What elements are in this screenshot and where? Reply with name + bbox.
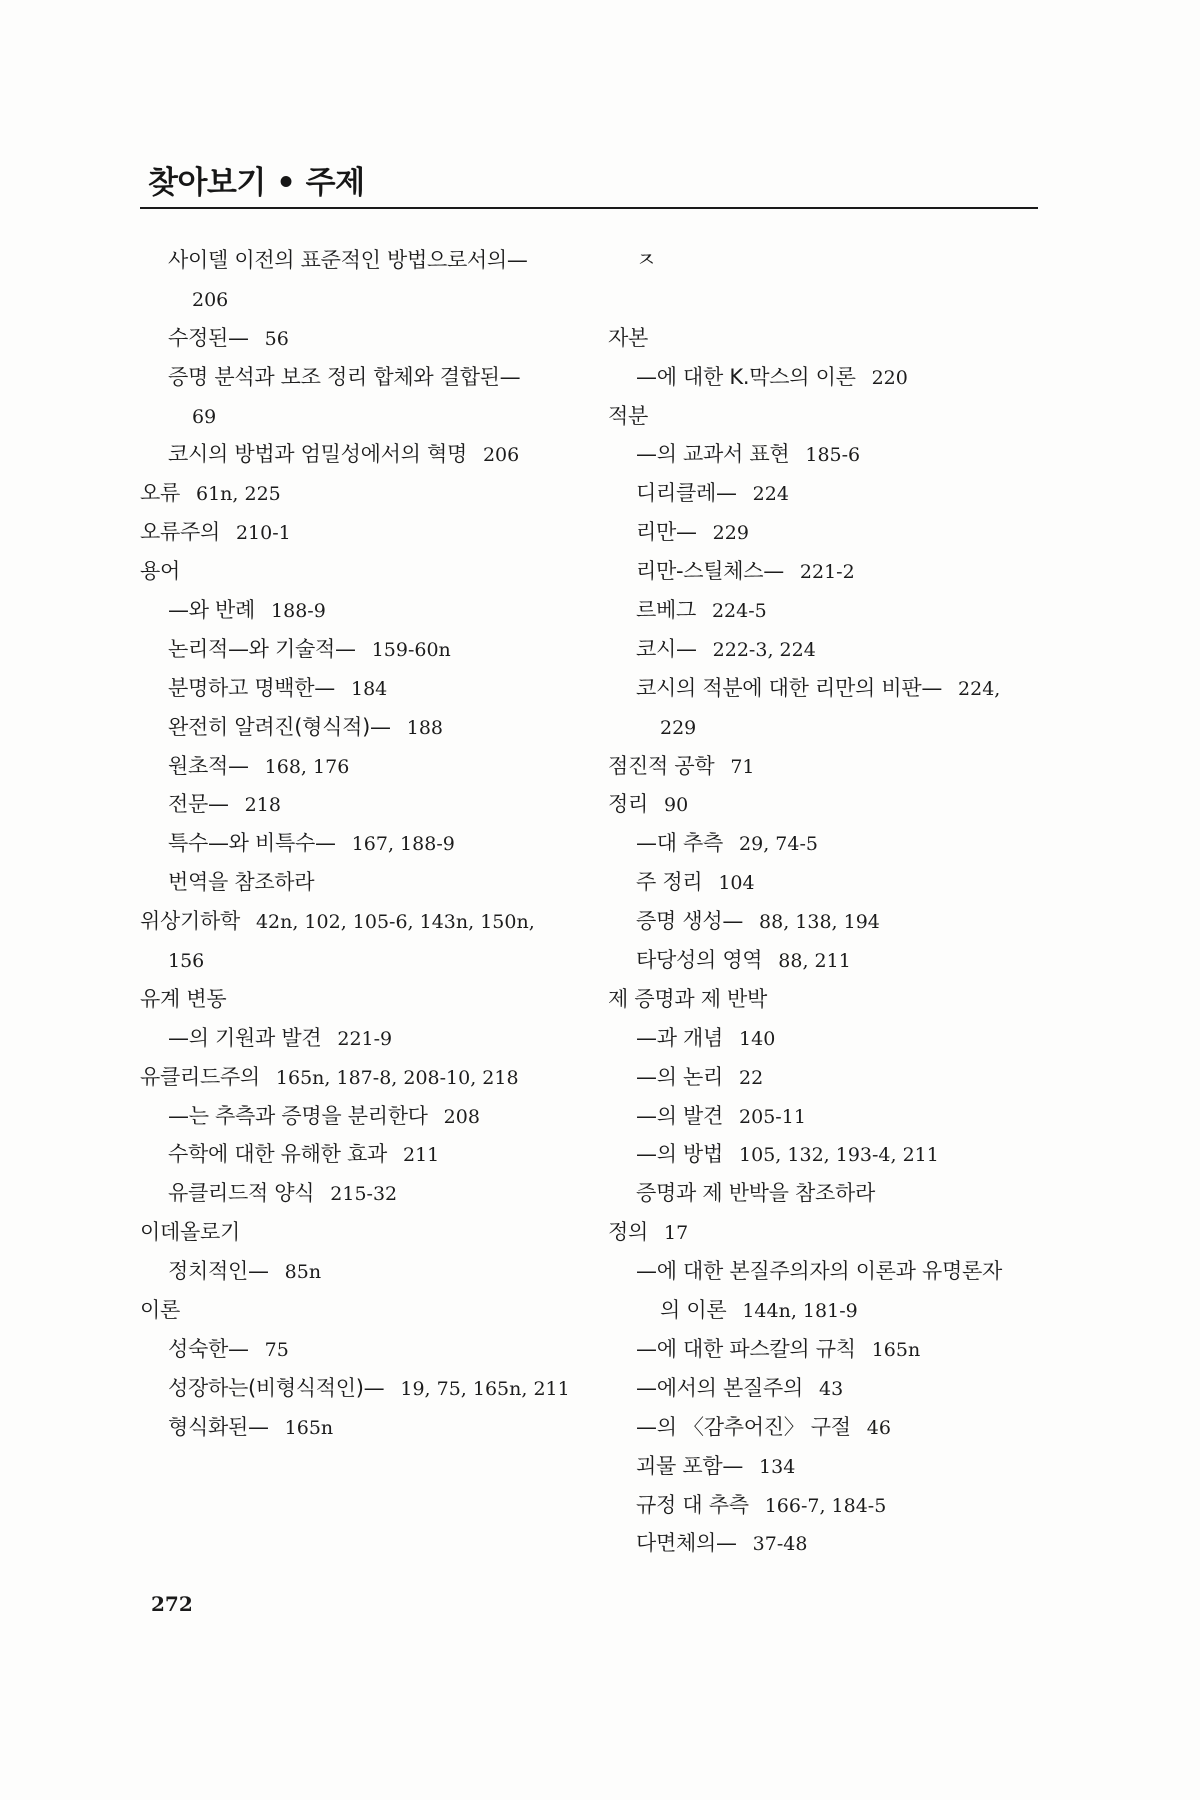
index-term: 사이델 이전의 표준적인 방법으로서의— <box>168 248 528 272</box>
index-page-refs: 188 <box>406 716 444 739</box>
index-page-refs: 185-6 <box>805 444 861 467</box>
index-page-refs: 90 <box>663 794 689 817</box>
index-term: 코시의 방법과 엄밀성에서의 혁명 <box>168 442 467 467</box>
index-entry <box>608 863 1048 902</box>
index-term: 디리클레— <box>636 481 737 506</box>
index-entry <box>140 941 600 980</box>
index-entry <box>140 902 600 941</box>
index-page-refs: 211 <box>403 1144 440 1167</box>
index-entry <box>140 1058 600 1097</box>
index-page-refs: 43 <box>818 1377 844 1400</box>
index-column-left <box>140 241 600 1447</box>
index-entry <box>608 474 1048 513</box>
index-page-refs: 165n <box>871 1338 921 1361</box>
index-term: 이론 <box>140 1298 180 1323</box>
index-term: 특수—와 비특수— <box>168 831 336 856</box>
index-entry <box>608 1174 1048 1213</box>
index-entry <box>140 552 600 591</box>
page-number: 272 <box>151 1592 193 1616</box>
index-term: 위상기하학 <box>140 909 240 934</box>
index-entry <box>140 591 600 630</box>
index-entry <box>140 669 600 708</box>
index-entry <box>608 1058 1048 1097</box>
index-page-refs: 156 <box>168 950 205 973</box>
index-page-refs: 229 <box>660 716 697 739</box>
index-term: 리만-스틸체스— <box>636 559 784 584</box>
index-page-refs: 22 <box>739 1066 764 1089</box>
index-term: 제 증명과 제 반박 <box>608 986 768 1011</box>
index-term: —와 반례 <box>168 598 256 623</box>
index-term: —의 발견 <box>636 1103 724 1128</box>
index-page-refs: 134 <box>759 1455 796 1478</box>
index-term: 증명과 제 반박을 참조하라 <box>636 1181 875 1206</box>
index-entry <box>608 552 1048 591</box>
index-page-refs: 29, 74-5 <box>739 833 818 856</box>
index-term: 전문— <box>168 792 229 817</box>
index-term: —는 추측과 증명을 분리한다 <box>168 1103 428 1128</box>
index-page-refs: 56 <box>264 327 289 350</box>
index-term: 르베그 <box>636 598 696 623</box>
index-entry <box>608 513 1048 552</box>
index-page-refs: 88, 138, 194 <box>759 911 880 934</box>
index-term: 번역을 참조하라 <box>168 870 315 895</box>
index-term: —에 대한 본질주의자의 이론과 유명론자 <box>636 1259 1002 1284</box>
index-entry <box>140 358 600 397</box>
index-term: 의 이론 <box>660 1298 727 1323</box>
index-term: —대 추측 <box>636 831 724 856</box>
index-term: —의 방법 <box>636 1142 724 1167</box>
index-column-right <box>608 241 1048 1563</box>
index-term: 분명하고 명백한— <box>168 675 335 700</box>
index-page-refs: 88, 211 <box>778 950 851 973</box>
index-entry <box>608 630 1048 669</box>
index-entry <box>608 1252 1048 1291</box>
index-term: 점진적 공학 <box>608 753 715 778</box>
index-entry <box>608 1019 1048 1058</box>
index-term: 수학에 대한 유해한 효과 <box>168 1142 387 1167</box>
index-term: 코시의 적분에 대한 리만의 비판— <box>636 675 943 700</box>
index-page-refs: 184 <box>350 677 388 700</box>
index-entry <box>608 980 1048 1019</box>
index-entry <box>608 319 1048 358</box>
index-term: 적분 <box>608 403 648 428</box>
index-entry <box>608 358 1048 397</box>
index-page-refs: 215-32 <box>330 1183 398 1206</box>
index-term: 완전히 알려진(형식적)— <box>168 714 391 739</box>
index-term: ㅈ <box>636 248 656 272</box>
index-term: 증명 생성— <box>636 909 744 934</box>
index-term: 규정 대 추측 <box>636 1492 749 1517</box>
index-entry <box>608 708 1048 747</box>
index-entry <box>608 824 1048 863</box>
index-page-refs: 229 <box>712 522 749 545</box>
index-entry <box>608 902 1048 941</box>
index-term: —의 교과서 표현 <box>636 442 790 467</box>
index-term: 괴물 포함— <box>636 1453 744 1478</box>
index-term: 타당성의 영역 <box>636 948 763 973</box>
index-entry <box>140 513 600 552</box>
index-entry <box>608 1486 1048 1525</box>
index-entry <box>140 1213 600 1252</box>
index-entry <box>608 241 1048 280</box>
index-entry <box>608 591 1048 630</box>
index-term: 논리적—와 기술적— <box>168 636 356 661</box>
index-page-refs: 166-7, 184-5 <box>764 1494 887 1517</box>
index-page-refs: 206 <box>192 288 229 311</box>
index-entry <box>608 941 1048 980</box>
index-entry <box>608 280 1048 319</box>
index-term: —에서의 본질주의 <box>636 1375 803 1400</box>
index-entry <box>140 1369 600 1408</box>
index-page-refs: 42n, 102, 105-6, 143n, 150n, <box>255 911 535 934</box>
index-term: —의 논리 <box>636 1064 724 1089</box>
index-entry <box>140 708 600 747</box>
index-page-refs: 206 <box>482 444 520 467</box>
index-page-refs: 85n <box>284 1261 322 1284</box>
index-page-refs: 140 <box>739 1027 776 1050</box>
index-entry <box>608 1524 1048 1563</box>
index-entry <box>140 630 600 669</box>
index-entry <box>608 1213 1048 1252</box>
index-page-refs: 159-60n <box>371 638 451 661</box>
index-page-refs: 19, 75, 165n, 211 <box>400 1377 570 1400</box>
index-page-refs: 220 <box>871 366 908 389</box>
index-term: 주 정리 <box>636 870 703 895</box>
index-page-refs: 17 <box>663 1222 689 1245</box>
index-term: 정리 <box>608 792 648 817</box>
index-entry <box>608 669 1048 708</box>
index-entry <box>608 785 1048 824</box>
index-entry <box>608 1447 1048 1486</box>
index-entry <box>140 241 600 280</box>
index-term: 증명 분석과 보조 정리 합체와 결합된— <box>168 364 521 389</box>
index-term: 오류 <box>140 481 180 506</box>
index-entry <box>140 1252 600 1291</box>
index-term: 다면체의— <box>636 1531 737 1556</box>
index-entry <box>608 435 1048 474</box>
index-page-refs: 210-1 <box>235 522 291 545</box>
index-term: 용어 <box>140 559 180 584</box>
index-term: —에 대한 파스칼의 규칙 <box>636 1336 856 1361</box>
index-entry <box>140 863 600 902</box>
index-page-refs: 165n <box>284 1416 334 1439</box>
index-term: 성장하는(비형식적인)— <box>168 1375 385 1400</box>
index-entry <box>140 397 600 436</box>
index-entry <box>608 1291 1048 1330</box>
index-page-refs: 224 <box>752 483 789 506</box>
index-entry <box>140 785 600 824</box>
index-term: 원초적— <box>168 753 249 778</box>
index-term: 수정된— <box>168 325 249 350</box>
index-page-refs: 205-11 <box>739 1105 806 1128</box>
index-entry <box>608 397 1048 436</box>
index-entry <box>140 824 600 863</box>
index-term: 자본 <box>608 325 648 350</box>
index-term: 형식화된— <box>168 1414 269 1439</box>
index-entry <box>140 747 600 786</box>
index-page-refs: 208 <box>443 1105 480 1128</box>
index-entry <box>608 1369 1048 1408</box>
page-header-title: 찾아보기 • 주제 <box>148 165 365 201</box>
index-entry <box>140 280 600 319</box>
index-page-refs: 69 <box>192 405 217 428</box>
index-term: 오류주의 <box>140 520 220 545</box>
index-entry <box>140 435 600 474</box>
index-entry <box>140 319 600 358</box>
index-entry <box>608 1097 1048 1136</box>
index-term: 유클리드적 양식 <box>168 1181 315 1206</box>
index-term: 정치적인— <box>168 1259 269 1284</box>
index-page-refs: 188-9 <box>271 600 326 623</box>
index-entry <box>140 980 600 1019</box>
index-entry <box>608 1330 1048 1369</box>
index-page-refs: 144n, 181-9 <box>742 1300 858 1323</box>
index-page-refs: 224, <box>958 677 1001 700</box>
index-page-refs: 168, 176 <box>264 755 350 778</box>
index-page-refs: 104 <box>718 872 755 895</box>
index-entry <box>140 474 600 513</box>
index-entry <box>608 1135 1048 1174</box>
index-term: 유클리드주의 <box>140 1064 260 1089</box>
index-term: —에 대한 K.막스의 이론 <box>636 364 856 389</box>
index-page-refs: 224-5 <box>711 600 767 623</box>
index-page-refs: 71 <box>730 755 755 778</box>
index-entry <box>140 1174 600 1213</box>
index-page-refs: 222-3, 224 <box>712 638 816 661</box>
index-page-refs: 37-48 <box>752 1533 808 1556</box>
index-entry <box>608 747 1048 786</box>
index-entry <box>140 1291 600 1330</box>
index-term: 코시— <box>636 636 697 661</box>
index-page-refs: 221-9 <box>337 1027 393 1050</box>
index-page-refs: 61n, 225 <box>195 483 281 506</box>
index-term: —의 기원과 발견 <box>168 1025 322 1050</box>
index-page-refs: 165n, 187-8, 208-10, 218 <box>275 1066 519 1089</box>
index-entry <box>608 1408 1048 1447</box>
index-page-refs: 75 <box>264 1338 289 1361</box>
index-page-refs: 218 <box>244 794 281 817</box>
index-term: 성숙한— <box>168 1336 249 1361</box>
index-page-refs: 46 <box>866 1416 891 1439</box>
index-term: 이데올로기 <box>140 1220 240 1245</box>
header-rule <box>140 207 1038 209</box>
index-term: 리만— <box>636 520 697 545</box>
index-term: 유계 변동 <box>140 986 227 1011</box>
index-term: —의 〈감추어진〉 구절 <box>636 1414 851 1439</box>
index-entry <box>140 1097 600 1136</box>
index-page-refs: 221-2 <box>799 561 855 584</box>
index-term: —과 개념 <box>636 1025 724 1050</box>
index-entry <box>140 1019 600 1058</box>
index-term: 정의 <box>608 1220 648 1245</box>
index-page-refs: 105, 132, 193-4, 211 <box>739 1144 939 1167</box>
index-entry <box>140 1330 600 1369</box>
index-page-refs: 167, 188-9 <box>351 833 455 856</box>
index-entry <box>140 1135 600 1174</box>
index-entry <box>140 1408 600 1447</box>
